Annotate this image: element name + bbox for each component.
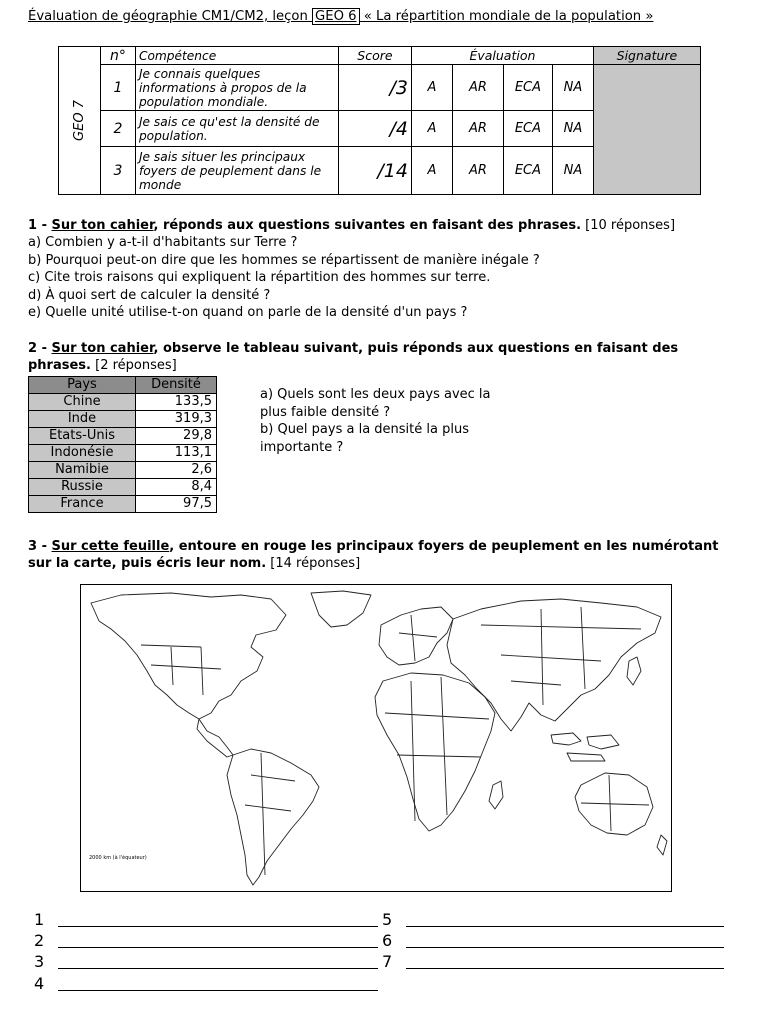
world-map bbox=[80, 584, 672, 892]
header-num: n° bbox=[100, 47, 135, 65]
header-pays: Pays bbox=[29, 377, 136, 394]
table-row: Chine 133,5 bbox=[29, 394, 217, 411]
row-score: /4 bbox=[338, 111, 411, 147]
row-competence: Je sais ce qu'est la densité de population. bbox=[135, 111, 338, 147]
grade-na: NA bbox=[552, 65, 593, 111]
answer-number: 4 bbox=[34, 974, 45, 993]
map-scale: 2000 km (à l'équateur) bbox=[89, 855, 147, 861]
table-row: Namibie 2,6 bbox=[29, 462, 217, 479]
table-row: France 97,5 bbox=[29, 496, 217, 513]
row-num: 3 bbox=[100, 147, 135, 195]
header-competence: Compétence bbox=[135, 47, 338, 65]
lesson-code: GEO 6 bbox=[312, 8, 360, 25]
title-part2: « La répartition mondiale de la population » bbox=[359, 9, 654, 24]
answer-number: 1 bbox=[34, 910, 45, 929]
competence-table bbox=[58, 46, 701, 195]
header-densite: Densité bbox=[136, 377, 217, 394]
grade-eca: ECA bbox=[503, 111, 552, 147]
grade-a: A bbox=[411, 65, 452, 111]
answer-number: 5 bbox=[382, 910, 393, 929]
title-part1: Évaluation de géographie CM1/CM2, leçon bbox=[28, 9, 313, 24]
row-competence: Je connais quelques informations à propos de la population mondiale. bbox=[135, 65, 338, 111]
page-title bbox=[28, 9, 748, 24]
grade-ar: AR bbox=[452, 111, 503, 147]
row-score: /3 bbox=[338, 65, 411, 111]
row-num: 2 bbox=[100, 111, 135, 147]
row-num: 1 bbox=[100, 65, 135, 111]
grade-a: A bbox=[411, 147, 452, 195]
grade-ar: AR bbox=[452, 147, 503, 195]
world-map-outline bbox=[81, 585, 671, 891]
signature-box bbox=[593, 65, 700, 195]
grade-eca: ECA bbox=[503, 65, 552, 111]
grade-na: NA bbox=[552, 147, 593, 195]
header-signature: Signature bbox=[593, 47, 700, 65]
grade-eca: ECA bbox=[503, 147, 552, 195]
table-row: Indonésie 113,1 bbox=[29, 445, 217, 462]
grade-a: A bbox=[411, 111, 452, 147]
list-item: b) Quel pays a la densité la plus importante ? bbox=[260, 422, 469, 455]
density-table bbox=[28, 376, 217, 513]
list-item: a) Quels sont les deux pays avec la plus faible densité ? bbox=[260, 387, 491, 420]
list-item: e) Quelle unité utilise-t-on quand on parle de la densité d'un pays ? bbox=[28, 305, 468, 321]
row-competence: Je sais situer les principaux foyers de peuplement dans le monde bbox=[135, 147, 338, 195]
question-1 bbox=[28, 217, 748, 321]
geo-side-label: GEO 7 bbox=[59, 47, 101, 195]
header-evaluation: Évaluation bbox=[411, 47, 593, 65]
row-score: /14 bbox=[338, 147, 411, 195]
answer-number: 6 bbox=[382, 931, 393, 950]
density-questions bbox=[260, 386, 510, 456]
list-item: b) Pourquoi peut-on dire que les hommes se répartissent de manière inégale ? bbox=[28, 252, 540, 268]
grade-ar: AR bbox=[452, 65, 503, 111]
table-row: Inde 319,3 bbox=[29, 411, 217, 428]
header-score: Score bbox=[338, 47, 411, 65]
question-1-heading: 1 - Sur ton cahier, réponds aux questions suivantes en faisant des phrases. [10 réponses] bbox=[28, 218, 676, 233]
answer-number: 3 bbox=[34, 952, 45, 971]
table-row: Etats-Unis 29,8 bbox=[29, 428, 217, 445]
table-row: Russie 8,4 bbox=[29, 479, 217, 496]
list-item: a) Combien y a-t-il d'habitants sur Terre ? bbox=[28, 235, 298, 251]
competence-row bbox=[59, 65, 701, 111]
answer-number: 2 bbox=[34, 931, 45, 950]
question-3-heading: 3 - Sur cette feuille, entoure en rouge les principaux foyers de peuplement en les numérotant sur la carte, puis écris leur nom. [14 réponses] bbox=[28, 539, 719, 572]
list-item: d) À quoi sert de calculer la densité ? bbox=[28, 287, 271, 303]
answer-number: 7 bbox=[382, 952, 393, 971]
grade-na: NA bbox=[552, 111, 593, 147]
list-item: c) Cite trois raisons qui expliquent la répartition des hommes sur terre. bbox=[28, 270, 491, 286]
question-2-heading: 2 - Sur ton cahier, observe le tableau suivant, puis réponds aux questions en faisant des phrases. [2 réponses] bbox=[28, 341, 679, 374]
